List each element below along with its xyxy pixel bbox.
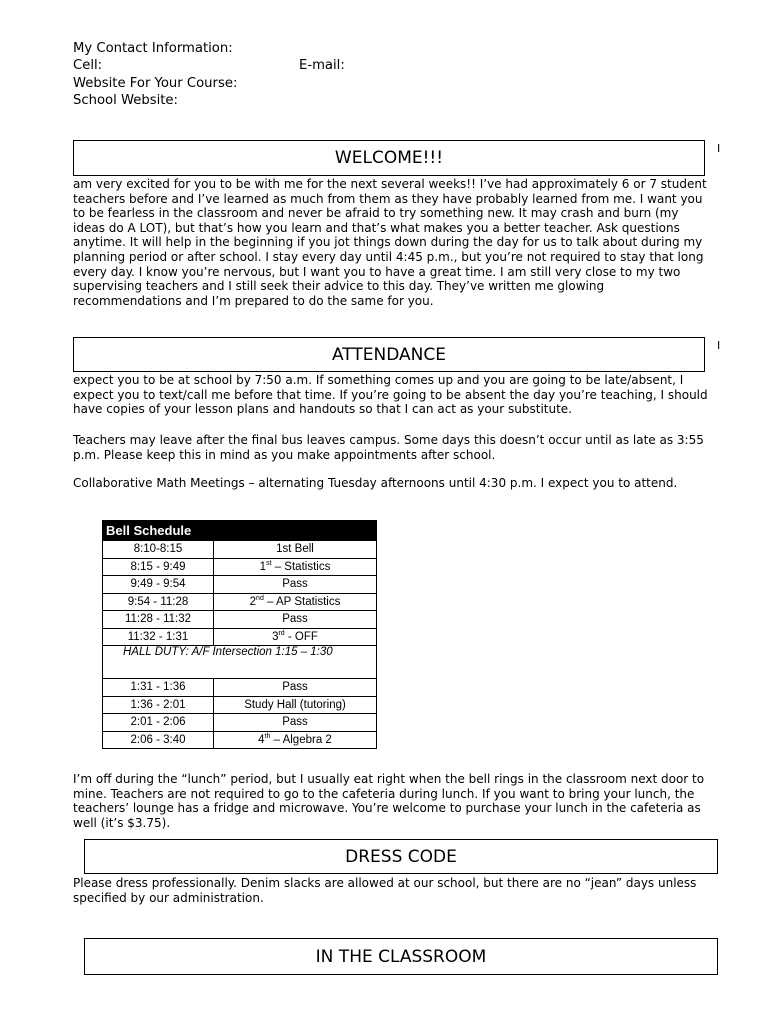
table-row [103, 576, 377, 594]
period-time: 11:28 - 11:32 [103, 611, 214, 629]
table-row [103, 679, 377, 697]
meetings-text: Collaborative Math Meetings – alternating Tuesday afternoons until 4:30 p.m. I expect you to attend. [73, 476, 678, 490]
course-website-label: Website For Your Course: [73, 76, 238, 91]
classroom-heading [84, 938, 718, 975]
attendance-title: ATTENDANCE [332, 344, 446, 365]
period-time: 8:15 - 9:49 [103, 558, 214, 576]
period-name: 1st Bell [214, 541, 377, 559]
bell-schedule-table [102, 520, 377, 749]
table-row [103, 628, 377, 646]
table-row [103, 714, 377, 732]
table-row [103, 541, 377, 559]
leave-paragraph [73, 433, 704, 462]
school-website-label: School Website: [73, 93, 178, 108]
period-name: Pass [214, 576, 377, 594]
period-name: Pass [214, 679, 377, 697]
attendance-line: expect you to text/call me before that time. If you’re going to be absent the day you’re teaching, I should [73, 387, 708, 402]
welcome-line: planning period or after school. I stay every day until 4:45 p.m., but you’re not required to stay that long [73, 249, 704, 264]
bell-schedule-title: Bell Schedule [103, 521, 377, 541]
lunch-paragraph [73, 772, 704, 830]
attendance-paragraph [73, 373, 708, 417]
welcome-title: WELCOME!!! [334, 148, 444, 168]
attendance-line: have copies of your lesson plans and handouts so that I can act as your substitute. [73, 402, 573, 417]
welcome-heading [73, 140, 705, 176]
table-row [103, 611, 377, 629]
welcome-line: recommendations and I’m prepared to do the same for you. [73, 293, 434, 308]
period-name: Study Hall (tutoring) [214, 696, 377, 714]
welcome-line: teachers before and I’ve learned as much from them as they have probably learned from me. I want you [73, 191, 703, 206]
welcome-margin-mark: I [717, 142, 721, 155]
lunch-line: I’m off during the “lunch” period, but I usually eat right when the bell rings in the classroom next door to [73, 772, 705, 786]
hall-duty-row [103, 646, 377, 679]
welcome-line: anytime. It will help in the beginning if you jot things down during the day for us to talk about during my [73, 235, 703, 250]
period-time: 9:54 - 11:28 [103, 593, 214, 611]
classroom-title: IN THE CLASSROOM [315, 946, 487, 967]
email-label: E-mail: [299, 58, 345, 73]
period-name: 2nd – AP Statistics [214, 593, 377, 611]
period-name: Pass [214, 611, 377, 629]
period-time: 11:32 - 1:31 [103, 628, 214, 646]
attendance-margin-mark: I [717, 339, 721, 352]
table-row [103, 696, 377, 714]
dress-code-paragraph [73, 876, 696, 905]
welcome-paragraph [73, 177, 707, 308]
dress-code-title: DRESS CODE [345, 846, 457, 867]
dress-code-line: specified by our administration. [73, 890, 264, 905]
period-time: 2:01 - 2:06 [103, 714, 214, 732]
period-name: 3rd - OFF [214, 628, 377, 646]
welcome-line: supervising teachers and I still seek their advice to this day. They’ve written me glowing [73, 279, 605, 294]
attendance-heading [73, 337, 705, 372]
dress-code-heading [84, 839, 718, 874]
dress-code-line: Please dress professionally. Denim slacks are allowed at our school, but there are no “jean” days unless [73, 876, 697, 890]
lunch-line: teachers’ lounge has a fridge and microwave. You’re welcome to purchase your lunch in the cafeteria as [73, 801, 701, 816]
attendance-line: expect you to be at school by 7:50 a.m. If something comes up and you are going to be late/absent, I [73, 373, 684, 387]
leave-line: p.m. Please keep this in mind as you make appointments after school. [73, 447, 496, 462]
cell-label: Cell: [73, 58, 103, 73]
period-name: 4th – Algebra 2 [214, 731, 377, 749]
period-time: 1:36 - 2:01 [103, 696, 214, 714]
lunch-line: well (it’s $3.75). [73, 815, 171, 830]
period-time: 8:10-8:15 [103, 541, 214, 559]
hall-duty-text: HALL DUTY: A/F Intersection 1:15 – 1:30 [103, 646, 377, 679]
period-name: Pass [214, 714, 377, 732]
contact-heading: My Contact Information: [73, 41, 233, 56]
welcome-line: ideas do A LOT), but that’s how you learn and that’s what makes you a better teacher. Ask questions [73, 220, 680, 235]
lunch-line: mine. Teachers are not required to go to the cafeteria during lunch. If you want to bring your lunch, the [73, 786, 695, 801]
period-name: 1st – Statistics [214, 558, 377, 576]
table-row [103, 558, 377, 576]
welcome-line: every day. I know you’re nervous, but I want you to have a great time. I am still very close to my two [73, 264, 681, 279]
period-time: 9:49 - 9:54 [103, 576, 214, 594]
table-row [103, 731, 377, 749]
welcome-line: am very excited for you to be with me for the next several weeks!! I’ve had approximately 6 or 7 student [73, 177, 707, 191]
table-header-row [103, 521, 377, 541]
period-time: 2:06 - 3:40 [103, 731, 214, 749]
period-time: 1:31 - 1:36 [103, 679, 214, 697]
welcome-line: to be fearless in the classroom and never be afraid to try something new. It may crash and burn (my [73, 206, 679, 221]
leave-line: Teachers may leave after the final bus leaves campus. Some days this doesn’t occur until as late as 3:55 [73, 433, 704, 447]
table-row [103, 593, 377, 611]
